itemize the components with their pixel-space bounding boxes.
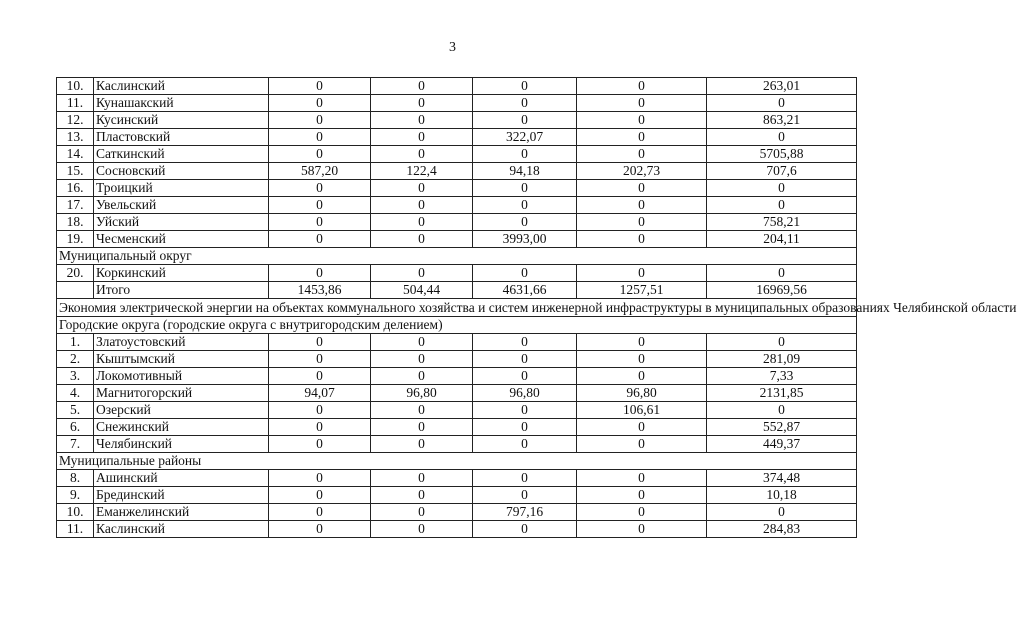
municipality-name: Пластовский <box>94 129 269 146</box>
value-cell: 0 <box>269 265 371 282</box>
table-row <box>57 197 857 214</box>
section-row <box>57 248 857 265</box>
row-number: 13. <box>57 129 94 146</box>
table-row <box>57 163 857 180</box>
value-cell: 0 <box>371 180 473 197</box>
value-cell: 0 <box>577 436 707 453</box>
value-cell: 96,80 <box>473 385 577 402</box>
value-cell: 0 <box>371 334 473 351</box>
municipality-name: Кусинский <box>94 112 269 129</box>
value-cell: 0 <box>577 197 707 214</box>
value-cell: 0 <box>577 265 707 282</box>
municipality-name: Брединский <box>94 487 269 504</box>
municipality-name: Магнитогорский <box>94 385 269 402</box>
value-cell: 94,18 <box>473 163 577 180</box>
municipality-name: Челябинский <box>94 436 269 453</box>
table-row <box>57 351 857 368</box>
value-cell: 0 <box>269 368 371 385</box>
value-cell: 0 <box>577 95 707 112</box>
value-cell: 0 <box>577 419 707 436</box>
table-row <box>57 95 857 112</box>
table-row <box>57 146 857 163</box>
value-cell: 0 <box>371 197 473 214</box>
value-cell: 0 <box>473 402 577 419</box>
section-heading: Муниципальные районы <box>57 453 857 470</box>
value-cell: 0 <box>577 214 707 231</box>
table-row <box>57 231 857 248</box>
section-heading: Муниципальный округ <box>57 248 857 265</box>
value-cell: 7,33 <box>707 368 857 385</box>
value-cell: 0 <box>269 436 371 453</box>
table-row <box>57 334 857 351</box>
municipality-name: Ашинский <box>94 470 269 487</box>
table-row <box>57 180 857 197</box>
value-cell: 0 <box>371 146 473 163</box>
section-row <box>57 453 857 470</box>
value-cell: 0 <box>371 214 473 231</box>
municipality-name: Уйский <box>94 214 269 231</box>
municipality-name: Коркинский <box>94 265 269 282</box>
value-cell: 0 <box>707 197 857 214</box>
value-cell: 322,07 <box>473 129 577 146</box>
value-cell: 552,87 <box>707 419 857 436</box>
municipality-name: Итого <box>94 282 269 299</box>
row-number: 1. <box>57 334 94 351</box>
value-cell: 0 <box>371 368 473 385</box>
value-cell: 0 <box>707 95 857 112</box>
value-cell: 0 <box>269 504 371 521</box>
table-row <box>57 385 857 402</box>
value-cell: 0 <box>577 351 707 368</box>
value-cell: 0 <box>269 231 371 248</box>
value-cell: 0 <box>371 402 473 419</box>
table-row <box>57 129 857 146</box>
value-cell: 758,21 <box>707 214 857 231</box>
row-number: 12. <box>57 112 94 129</box>
row-number: 18. <box>57 214 94 231</box>
table-row <box>57 282 857 299</box>
value-cell: 4631,66 <box>473 282 577 299</box>
value-cell: 0 <box>577 368 707 385</box>
row-number: 16. <box>57 180 94 197</box>
row-number: 6. <box>57 419 94 436</box>
table-row <box>57 265 857 282</box>
value-cell: 0 <box>473 180 577 197</box>
value-cell: 0 <box>577 470 707 487</box>
value-cell: 797,16 <box>473 504 577 521</box>
municipality-name: Сосновский <box>94 163 269 180</box>
value-cell: 0 <box>577 334 707 351</box>
row-number: 17. <box>57 197 94 214</box>
value-cell: 96,80 <box>577 385 707 402</box>
value-cell: 0 <box>577 521 707 538</box>
row-number: 14. <box>57 146 94 163</box>
value-cell: 0 <box>371 487 473 504</box>
value-cell: 0 <box>371 436 473 453</box>
value-cell: 94,07 <box>269 385 371 402</box>
value-cell: 1453,86 <box>269 282 371 299</box>
row-number: 19. <box>57 231 94 248</box>
municipality-name: Снежинский <box>94 419 269 436</box>
value-cell: 263,01 <box>707 78 857 95</box>
value-cell: 0 <box>577 504 707 521</box>
value-cell: 0 <box>473 95 577 112</box>
value-cell: 1257,51 <box>577 282 707 299</box>
value-cell: 449,37 <box>707 436 857 453</box>
row-number: 3. <box>57 368 94 385</box>
value-cell: 374,48 <box>707 470 857 487</box>
value-cell: 106,61 <box>577 402 707 419</box>
value-cell: 0 <box>371 351 473 368</box>
value-cell: 0 <box>269 351 371 368</box>
value-cell: 5705,88 <box>707 146 857 163</box>
row-number: 8. <box>57 470 94 487</box>
table-row <box>57 78 857 95</box>
value-cell: 863,21 <box>707 112 857 129</box>
value-cell: 0 <box>473 521 577 538</box>
table-row <box>57 487 857 504</box>
value-cell: 0 <box>473 334 577 351</box>
municipality-name: Озерский <box>94 402 269 419</box>
value-cell: 0 <box>473 197 577 214</box>
value-cell: 0 <box>577 180 707 197</box>
row-number: 11. <box>57 95 94 112</box>
value-cell: 0 <box>371 504 473 521</box>
value-cell: 2131,85 <box>707 385 857 402</box>
value-cell: 0 <box>473 470 577 487</box>
value-cell: 204,11 <box>707 231 857 248</box>
value-cell: 0 <box>577 78 707 95</box>
row-number: 15. <box>57 163 94 180</box>
row-number: 9. <box>57 487 94 504</box>
value-cell: 0 <box>371 78 473 95</box>
value-cell: 0 <box>269 521 371 538</box>
table-title-row <box>57 299 857 317</box>
table-row <box>57 419 857 436</box>
value-cell: 0 <box>371 521 473 538</box>
value-cell: 0 <box>707 504 857 521</box>
value-cell: 504,44 <box>371 282 473 299</box>
municipality-name: Еманжелинский <box>94 504 269 521</box>
value-cell: 0 <box>473 78 577 95</box>
row-number <box>57 282 94 299</box>
row-number: 2. <box>57 351 94 368</box>
value-cell: 0 <box>707 129 857 146</box>
value-cell: 0 <box>269 197 371 214</box>
value-cell: 0 <box>371 419 473 436</box>
value-cell: 0 <box>473 214 577 231</box>
value-cell: 0 <box>269 487 371 504</box>
value-cell: 0 <box>473 487 577 504</box>
municipality-name: Кыштымский <box>94 351 269 368</box>
municipality-name: Саткинский <box>94 146 269 163</box>
table-row <box>57 504 857 521</box>
row-number: 10. <box>57 504 94 521</box>
municipality-name: Каслинский <box>94 521 269 538</box>
value-cell: 0 <box>473 419 577 436</box>
row-number: 5. <box>57 402 94 419</box>
section-heading: Городские округа (городские округа с внутригородским делением) <box>57 317 857 334</box>
row-number: 11. <box>57 521 94 538</box>
section-row <box>57 317 857 334</box>
value-cell: 0 <box>473 265 577 282</box>
value-cell: 16969,56 <box>707 282 857 299</box>
value-cell: 0 <box>371 95 473 112</box>
value-cell: 96,80 <box>371 385 473 402</box>
value-cell: 0 <box>577 146 707 163</box>
value-cell: 707,6 <box>707 163 857 180</box>
table-row <box>57 470 857 487</box>
value-cell: 0 <box>473 351 577 368</box>
value-cell: 0 <box>577 129 707 146</box>
value-cell: 281,09 <box>707 351 857 368</box>
value-cell: 0 <box>707 402 857 419</box>
value-cell: 0 <box>707 334 857 351</box>
row-number: 7. <box>57 436 94 453</box>
value-cell: 0 <box>269 214 371 231</box>
value-cell: 3993,00 <box>473 231 577 248</box>
table-row <box>57 214 857 231</box>
page-number: 3 <box>449 40 456 55</box>
table-row <box>57 112 857 129</box>
value-cell: 0 <box>371 265 473 282</box>
value-cell: 0 <box>269 95 371 112</box>
value-cell: 0 <box>269 78 371 95</box>
value-cell: 0 <box>269 402 371 419</box>
table-row <box>57 436 857 453</box>
value-cell: 0 <box>269 334 371 351</box>
municipality-name: Локомотивный <box>94 368 269 385</box>
value-cell: 0 <box>269 180 371 197</box>
value-cell: 0 <box>269 112 371 129</box>
value-cell: 0 <box>707 180 857 197</box>
row-number: 4. <box>57 385 94 402</box>
municipality-name: Увельский <box>94 197 269 214</box>
table-row <box>57 368 857 385</box>
value-cell: 587,20 <box>269 163 371 180</box>
municipality-name: Златоустовский <box>94 334 269 351</box>
value-cell: 10,18 <box>707 487 857 504</box>
value-cell: 202,73 <box>577 163 707 180</box>
table-row <box>57 521 857 538</box>
municipality-name: Каслинский <box>94 78 269 95</box>
value-cell: 0 <box>577 487 707 504</box>
table-section-title: Экономия электрической энергии на объектах коммунального хозяйства и систем инженерной инфраструктуры в муниципальных образованиях Челябинской области <box>57 299 857 317</box>
municipality-name: Чесменский <box>94 231 269 248</box>
value-cell: 284,83 <box>707 521 857 538</box>
value-cell: 122,4 <box>371 163 473 180</box>
energy-savings-table <box>56 77 1017 538</box>
table-row <box>57 402 857 419</box>
value-cell: 0 <box>577 231 707 248</box>
value-cell: 0 <box>371 231 473 248</box>
value-cell: 0 <box>473 436 577 453</box>
value-cell: 0 <box>371 129 473 146</box>
value-cell: 0 <box>371 470 473 487</box>
value-cell: 0 <box>473 368 577 385</box>
value-cell: 0 <box>269 419 371 436</box>
value-cell: 0 <box>269 129 371 146</box>
row-number: 10. <box>57 78 94 95</box>
row-number: 20. <box>57 265 94 282</box>
municipality-name: Троицкий <box>94 180 269 197</box>
value-cell: 0 <box>577 112 707 129</box>
value-cell: 0 <box>371 112 473 129</box>
value-cell: 0 <box>473 112 577 129</box>
municipality-name: Кунашакский <box>94 95 269 112</box>
value-cell: 0 <box>269 146 371 163</box>
value-cell: 0 <box>707 265 857 282</box>
value-cell: 0 <box>473 146 577 163</box>
value-cell: 0 <box>269 470 371 487</box>
